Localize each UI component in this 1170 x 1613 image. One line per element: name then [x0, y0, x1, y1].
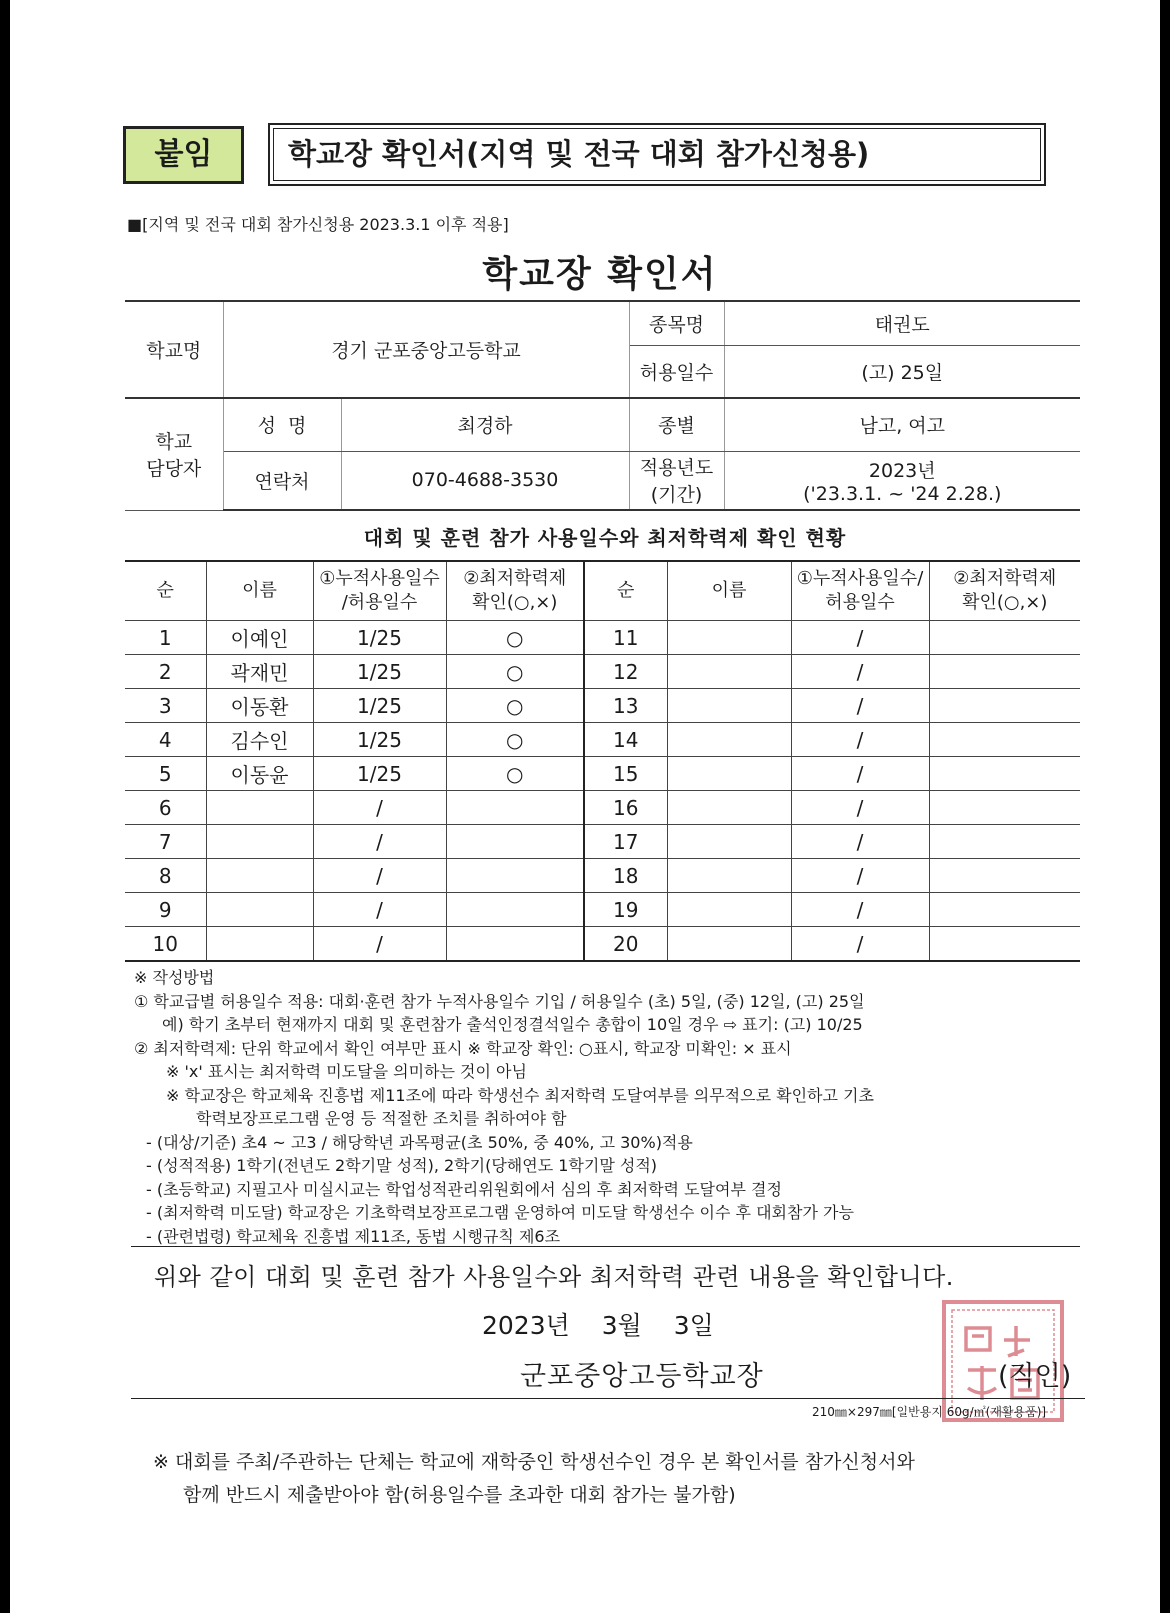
- student-name: [206, 859, 313, 893]
- student-name: [667, 655, 791, 689]
- header-no: 순: [584, 561, 667, 621]
- academic-check: [929, 689, 1080, 723]
- days-used: /: [791, 927, 929, 962]
- days-used: /: [791, 655, 929, 689]
- instruction-line: - (관련법령) 학교체육 진흥법 제11조, 동법 시행규칙 제6조: [146, 1226, 561, 1246]
- days-used: 1/25: [313, 723, 446, 757]
- instruction-line: - (성적적용) 1학기(전년도 2학기말 성적), 2학기(당해연도 1학기말 성적): [146, 1156, 658, 1175]
- academic-check: [929, 859, 1080, 893]
- student-name: [667, 927, 791, 962]
- student-name: [667, 893, 791, 927]
- academic-check: [929, 723, 1080, 757]
- table-row: [125, 723, 1080, 757]
- academic-check: [929, 927, 1080, 962]
- academic-check: [446, 893, 584, 927]
- student-name: [206, 927, 313, 962]
- academic-check: [446, 927, 584, 962]
- days-used: 1/25: [313, 655, 446, 689]
- row-number: 10: [125, 927, 206, 962]
- academic-check: [929, 825, 1080, 859]
- student-name: [667, 621, 791, 655]
- student-name: [667, 689, 791, 723]
- divider: [131, 1246, 1080, 1247]
- contact-value: 070-4688-3530: [341, 451, 629, 510]
- name-label: 성 명: [223, 398, 341, 451]
- academic-check: ○: [446, 621, 584, 655]
- header-check: ②최저학력제 확인(○,×): [929, 561, 1080, 621]
- table-row: [125, 825, 1080, 859]
- student-name: [206, 791, 313, 825]
- academic-check: ○: [446, 723, 584, 757]
- student-name: 이동환: [206, 689, 313, 723]
- row-number: 19: [584, 893, 667, 927]
- instruction-line: - (최저학력 미도달) 학교장은 기초학력보장프로그램 운영하여 미도달 학생선수 이수 후 대회참가 가능: [146, 1203, 854, 1222]
- signing-date: 2023년 3월 3일: [482, 1311, 714, 1340]
- row-number: 15: [584, 757, 667, 791]
- academic-check: ○: [446, 655, 584, 689]
- academic-check: [929, 655, 1080, 689]
- days-used: /: [791, 791, 929, 825]
- table-row: [125, 791, 1080, 825]
- student-name: [667, 723, 791, 757]
- days-used: /: [313, 859, 446, 893]
- table-row: [125, 859, 1080, 893]
- header-name: 이름: [667, 561, 791, 621]
- student-name: [667, 757, 791, 791]
- row-number: 20: [584, 927, 667, 962]
- academic-check: ○: [446, 757, 584, 791]
- row-number: 4: [125, 723, 206, 757]
- row-number: 14: [584, 723, 667, 757]
- instructions-heading: ※ 작성방법: [134, 968, 215, 987]
- table-row: [125, 893, 1080, 927]
- instruction-line: - (초등학교) 지필고사 미실시교는 학업성적관리위원회에서 심의 후 최저학력 도달여부 결정: [146, 1179, 782, 1199]
- header-no: 순: [125, 561, 206, 621]
- gender-label: 종별: [629, 398, 724, 451]
- paper-spec: 210㎜×297㎜[일반용지 60g/㎡(재활용품)]: [812, 1405, 1047, 1419]
- allowed-days-value: (고) 25일: [724, 345, 1080, 398]
- academic-check: [446, 825, 584, 859]
- school-value: 경기 군포중앙고등학교: [223, 301, 629, 398]
- table-row: [125, 927, 1080, 962]
- row-number: 5: [125, 757, 206, 791]
- days-used: /: [313, 927, 446, 962]
- student-name: [667, 791, 791, 825]
- event-label: 종목명: [629, 301, 724, 345]
- year-value: 2023년 ('23.3.1. ~ '24 2.28.): [724, 451, 1080, 510]
- contact-label: 연락처: [223, 451, 341, 510]
- academic-check: ○: [446, 689, 584, 723]
- row-number: 9: [125, 893, 206, 927]
- row-number: 16: [584, 791, 667, 825]
- row-number: 18: [584, 859, 667, 893]
- days-used: /: [791, 621, 929, 655]
- attachment-badge: 붙임: [123, 126, 244, 184]
- form-note: ■[지역 및 전국 대회 참가신청용 2023.3.1 이후 적용]: [127, 215, 509, 234]
- gender-value: 남고, 여고: [724, 398, 1080, 451]
- confirmation-statement: 위와 같이 대회 및 훈련 참가 사용일수와 최저학력 관련 내용을 확인합니다.: [154, 1263, 954, 1291]
- table-row: [125, 689, 1080, 723]
- academic-check: [446, 791, 584, 825]
- header-days: ①누적사용일수 /허용일수: [313, 561, 446, 621]
- student-name: 김수인: [206, 723, 313, 757]
- student-name: [206, 893, 313, 927]
- header-days: ①누적사용일수/ 허용일수: [791, 561, 929, 621]
- row-number: 7: [125, 825, 206, 859]
- footnote-line: ※ 대회를 주최/주관하는 단체는 학교에 재학중인 학생선수인 경우 본 확인서를 참가신청서와: [153, 1451, 915, 1473]
- days-used: /: [791, 859, 929, 893]
- academic-check: [446, 859, 584, 893]
- student-name: [667, 859, 791, 893]
- row-number: 12: [584, 655, 667, 689]
- instruction-line: 학력보장프로그램 운영 등 적절한 조치를 취하여야 함: [196, 1109, 567, 1128]
- header-name: 이름: [206, 561, 313, 621]
- instructions: [134, 966, 1094, 1248]
- instruction-line: ② 최저학력제: 단위 학교에서 확인 여부만 표시 ※ 학교장 확인: ○표시, 학교장 미확인: × 표시: [134, 1038, 792, 1058]
- days-used: /: [791, 825, 929, 859]
- row-number: 1: [125, 621, 206, 655]
- days-used: 1/25: [313, 689, 446, 723]
- student-name: [206, 825, 313, 859]
- instruction-line: ① 학교급별 허용일수 적용: 대회·훈련 참가 누적사용일수 기입 / 허용일수 (초) 5일, (중) 12일, (고) 25일: [134, 991, 865, 1011]
- status-table: [125, 560, 1080, 962]
- days-used: /: [791, 757, 929, 791]
- table-row: [125, 757, 1080, 791]
- instruction-line: 예) 학기 초부터 현재까지 대회 및 훈련참가 출석인정결석일수 총합이 10일 경우 ⇨ 표기: (고) 10/25: [162, 1015, 863, 1034]
- days-used: 1/25: [313, 757, 446, 791]
- info-table: [125, 300, 1080, 511]
- header-title: 학교장 확인서(지역 및 전국 대회 참가신청용): [268, 123, 1046, 186]
- principal-title: 군포중앙고등학교장: [520, 1361, 764, 1392]
- academic-check: [929, 757, 1080, 791]
- instruction-line: ※ 학교장은 학교체육 진흥법 제11조에 따라 학생선수 최저학력 도달여부를 의무적으로 확인하고 기초: [166, 1085, 874, 1105]
- days-used: /: [791, 689, 929, 723]
- row-number: 6: [125, 791, 206, 825]
- event-value: 태권도: [724, 301, 1080, 345]
- row-number: 13: [584, 689, 667, 723]
- table-row: [125, 621, 1080, 655]
- academic-check: [929, 893, 1080, 927]
- year-label: 적용년도 (기간): [629, 451, 724, 510]
- row-number: 8: [125, 859, 206, 893]
- days-used: /: [313, 791, 446, 825]
- allowed-days-label: 허용일수: [629, 345, 724, 398]
- row-number: 11: [584, 621, 667, 655]
- days-used: /: [313, 825, 446, 859]
- divider: [131, 1398, 1085, 1399]
- academic-check: [929, 791, 1080, 825]
- scan-edge-left: [0, 0, 10, 1613]
- seal-label: (직인): [998, 1361, 1072, 1392]
- row-number: 2: [125, 655, 206, 689]
- instruction-line: ※ 'x' 표시는 최저학력 미도달을 의미하는 것이 아님: [166, 1062, 527, 1081]
- academic-check: [929, 621, 1080, 655]
- row-number: 3: [125, 689, 206, 723]
- student-name: 이예인: [206, 621, 313, 655]
- footnote-line: 함께 반드시 제출받아야 함(허용일수를 초과한 대회 참가는 불가함): [183, 1484, 736, 1506]
- row-number: 17: [584, 825, 667, 859]
- days-used: 1/25: [313, 621, 446, 655]
- days-used: /: [313, 893, 446, 927]
- staff-label: 학교 담당자: [125, 398, 223, 510]
- footnote: [153, 1446, 915, 1512]
- days-used: /: [791, 723, 929, 757]
- student-name: [667, 825, 791, 859]
- header-check: ②최저학력제 확인(○,×): [446, 561, 584, 621]
- days-used: /: [791, 893, 929, 927]
- student-name: 곽재민: [206, 655, 313, 689]
- scan-edge-right: [1160, 0, 1170, 1613]
- name-value: 최경하: [341, 398, 629, 451]
- table-row: [125, 655, 1080, 689]
- school-label: 학교명: [125, 301, 223, 398]
- table-header: [125, 561, 1080, 621]
- student-name: 이동윤: [206, 757, 313, 791]
- instruction-line: - (대상/기준) 초4 ~ 고3 / 해당학년 과목평균(초 50%, 중 40%, 고 30%)적용: [146, 1132, 693, 1152]
- document-title: 학교장 확인서: [482, 254, 718, 295]
- section-title: 대회 및 훈련 참가 사용일수와 최저학력제 확인 현황: [363, 526, 847, 550]
